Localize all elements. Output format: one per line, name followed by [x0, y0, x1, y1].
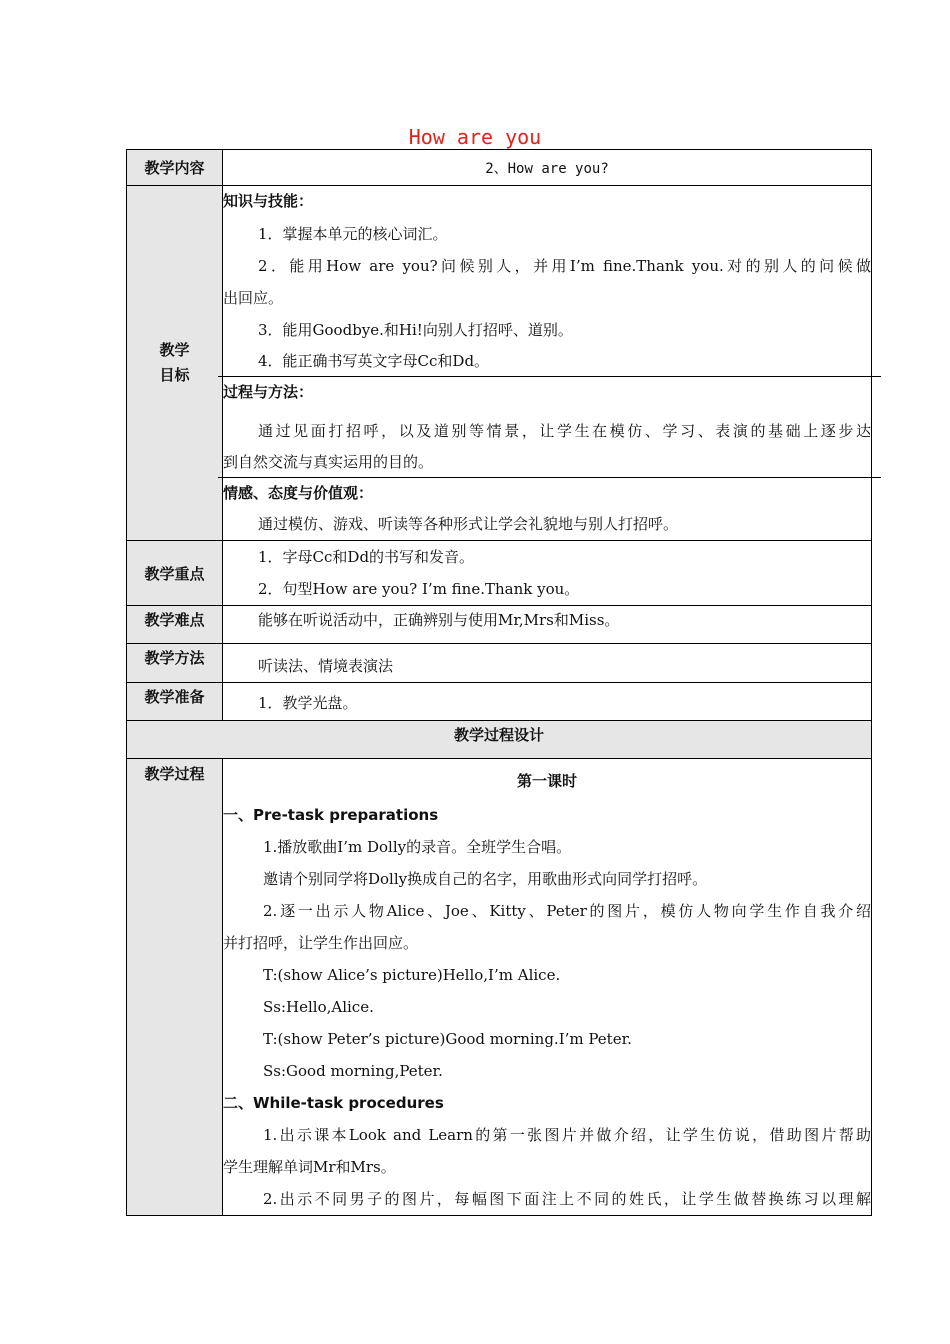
text-line: 出回应。 — [223, 289, 284, 307]
text-line: 2．能用How are you?问候别人，并用I’m fine.Thank you.对的别人的问候做 — [258, 257, 871, 275]
lesson-plan-table — [126, 149, 872, 1216]
text-line: 1.出示课本Look and Learn的第一张图片并做介绍，让学生仿说，借助图片帮助 — [263, 1126, 871, 1144]
key-points-content — [223, 541, 872, 606]
text-line: 1．字母Cc和Dd的书写和发音。 — [258, 548, 475, 566]
text-line: 2．句型How are you? I’m fine.Thank you。 — [258, 580, 580, 598]
text-line: 1．掌握本单元的核心词汇。 — [258, 225, 448, 243]
row-design-header — [127, 721, 872, 759]
text-line: 能够在听说活动中，正确辨别与使用Mr,Mrs和Miss。 — [258, 611, 620, 629]
text-line: 并打招呼，让学生作出回应。 — [223, 934, 419, 952]
text-line: 邀请个别同学将Dolly换成自己的名字，用歌曲形式向同学打招呼。 — [263, 870, 708, 888]
text-line: 通过模仿、游戏、听读等各种形式让学会礼貌地与别人打招呼。 — [258, 515, 679, 533]
methods-content — [223, 644, 872, 683]
dialogue-line: T:(show Alice’s picture)Hello,I’m Alice. — [263, 966, 561, 984]
row-key-points — [127, 541, 872, 606]
label-line: 教学 — [159, 341, 190, 359]
section-heading: 情感、态度与价值观： — [223, 484, 374, 502]
objectives-content — [223, 186, 872, 541]
preparation-content — [223, 683, 872, 721]
row-difficulties — [127, 606, 872, 644]
text-line: 2.逐一出示人物Alice、Joe、Kitty、Peter的图片，模仿人物向学生作自我介绍 — [263, 902, 871, 920]
row-label: 教学过程 — [127, 759, 223, 1216]
text-line: 听读法、情境表演法 — [258, 657, 394, 675]
row-preparation — [127, 683, 872, 721]
section-heading: 知识与技能： — [223, 192, 314, 210]
text-line: 3．能用Goodbye.和Hi!向别人打招呼、道别。 — [258, 321, 573, 339]
row-label: 教学重点 — [127, 541, 223, 606]
row-label: 教学内容 — [127, 150, 223, 186]
row-procedure — [127, 759, 872, 1216]
lesson-title: 第一课时 — [516, 772, 577, 790]
text-line: 通过见面打招呼，以及道别等情景，让学生在模仿、学习、表演的基础上逐步达 — [258, 422, 871, 440]
row-objectives — [127, 186, 872, 541]
part-heading: 一、Pre-task preparations — [223, 806, 439, 824]
row-label: 教学方法 — [127, 644, 223, 683]
dialogue-line: T:(show Peter’s picture)Good morning.I’m Peter. — [263, 1030, 632, 1048]
difficulties-content — [223, 606, 872, 644]
dialogue-line: Ss:Good morning,Peter. — [263, 1062, 443, 1080]
emotion-section — [218, 477, 881, 540]
text-line: 到自然交流与真实运用的目的。 — [223, 453, 434, 471]
row-label — [127, 186, 223, 541]
text-line: 4．能正确书写英文字母Cc和Dd。 — [258, 352, 490, 370]
part-heading: 二、While-task procedures — [223, 1094, 444, 1112]
process-section — [218, 376, 881, 477]
text-line: 学生理解单词Mr和Mrs。 — [223, 1158, 396, 1176]
row-label: 教学准备 — [127, 683, 223, 721]
text-line: 1.播放歌曲I’m Dolly的录音。全班学生合唱。 — [263, 838, 572, 856]
label-line: 目标 — [159, 366, 190, 384]
design-header: 教学过程设计 — [127, 721, 872, 759]
row-label: 教学难点 — [127, 606, 223, 644]
section-heading: 过程与方法： — [223, 383, 314, 401]
knowledge-section — [223, 186, 871, 376]
dialogue-line: Ss:Hello,Alice. — [263, 998, 374, 1016]
row-content — [127, 150, 872, 186]
procedure-content — [223, 759, 872, 1216]
content-value: 2、How are you? — [223, 150, 872, 186]
text-line: 1．教学光盘。 — [258, 694, 358, 712]
text-line: 2.出示不同男子的图片，每幅图下面注上不同的姓氏，让学生做替换练习以理解 — [263, 1190, 871, 1208]
row-methods — [127, 644, 872, 683]
document-title: How are you — [408, 125, 542, 149]
